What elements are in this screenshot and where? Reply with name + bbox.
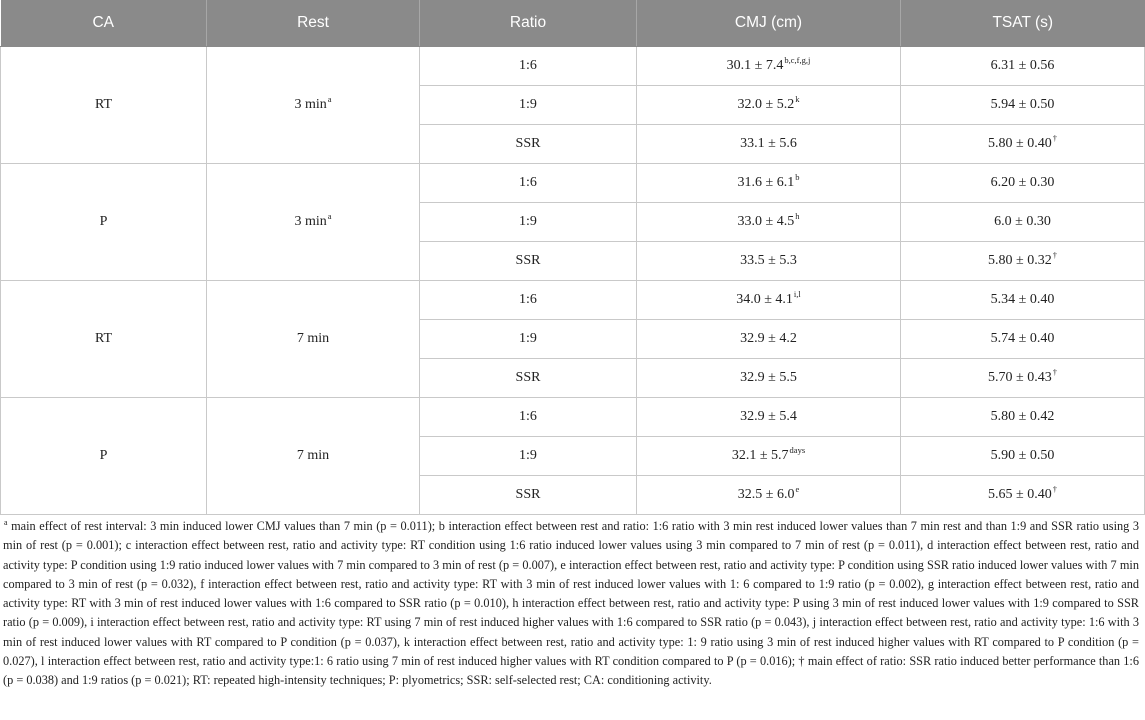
cell-cmj <box>637 164 901 203</box>
cell-rest-value: 7 min <box>296 448 330 463</box>
cell-tsat-value: 5.70 ± 0.43 <box>988 370 1052 385</box>
cell-cmj-superscript: days <box>789 445 806 455</box>
table-row <box>1 47 1145 86</box>
header-cmj: CMJ (cm) <box>637 0 901 47</box>
header-rest: Rest <box>207 0 420 47</box>
cell-tsat <box>901 164 1145 203</box>
cell-tsat-value: 6.0 ± 0.30 <box>994 214 1051 229</box>
cell-tsat-value: 5.80 ± 0.42 <box>990 409 1055 424</box>
footnote-marker: a <box>4 518 8 527</box>
cell-cmj-superscript: b <box>795 172 800 182</box>
cell-ca: RT <box>1 281 207 398</box>
cell-cmj <box>637 359 901 398</box>
footnote-text: main effect of rest interval: 3 min induced lower CMJ values than 7 min (p = 0.011); b interaction effect between rest and ratio: 1:6 ratio with 3 min rest induced lower values than 7 min rest and than 1:9 and SSR ratio using 3 min of rest (p = 0.001); c interaction effect between rest, ratio and activity type: RT condition using 1:6 ratio induced lower values using 3 min compared to 7 min of rest (p = 0.011), d interaction effect between rest, ratio and activity type: P condition using 1:9 ratio induced lower values with 7 min compared to 3 min of rest (p = 0.007), e interaction effect between rest, ratio and activity type: P condition using SSR ratio induced lower values with 7 min compared to 3 min of rest (p = 0.032), f interaction effect between rest, ratio and activity type: RT with 3 min of rest induced lower values with 1: 6 compared to 1:9 ratio (p = 0.002), g interaction effect between rest, ratio and activity type: RT with 3 min of rest induced lower values with 1:6 compared to SSR ratio (p = 0.010), h interaction effect between rest, ratio and activity type: P using 3 min of rest induced lower values with 1:9 compared to SSR ratio (p = 0.009), i interaction effect between rest, ratio and activity type: RT using 7 min of rest induced higher values with 1:6 compared to SSR ratio (p = 0.043), j interaction effect between rest, ratio and activity type: 1:6 with 3 min of rest induced lower values with RT compared to P condition (p = 0.037), k interaction effect between rest, ratio and activity type: 1: 9 ratio using 3 min of rest induced higher values with RT compared to P condition (p = 0.027), l interaction effect between rest, ratio and activity type:1: 6 ratio using 7 min of rest induced higher values with RT condition compared to P (p = 0.016); † main effect of ratio: SSR ratio induced better performance than 1:6 (p = 0.038) and 1:9 ratios (p = 0.021); RT: repeated high-intensity techniques; P: plyometrics; SSR: self-selected rest; CA: conditioning activity. <box>3 519 1139 688</box>
table-row <box>1 281 1145 320</box>
cell-cmj <box>637 476 901 515</box>
cell-cmj <box>637 86 901 125</box>
cell-tsat <box>901 242 1145 281</box>
cell-ratio: SSR <box>420 242 637 281</box>
cell-tsat <box>901 86 1145 125</box>
cell-ratio: 1:6 <box>420 398 637 437</box>
cell-cmj-value: 34.0 ± 4.1 <box>736 292 793 307</box>
cell-tsat-superscript: † <box>1052 250 1057 260</box>
cell-cmj <box>637 242 901 281</box>
cell-rest-value: 3 min <box>294 97 327 112</box>
cell-cmj <box>637 47 901 86</box>
cell-ca: RT <box>1 47 207 164</box>
cell-tsat-value: 5.34 ± 0.40 <box>990 292 1055 307</box>
cell-tsat-value: 5.65 ± 0.40 <box>988 487 1052 502</box>
cell-ca: P <box>1 164 207 281</box>
cell-rest <box>207 164 420 281</box>
table-footnote <box>3 517 1139 691</box>
cell-tsat-superscript: † <box>1052 484 1057 494</box>
cell-tsat <box>901 281 1145 320</box>
cell-tsat-value: 5.80 ± 0.40 <box>988 136 1052 151</box>
cell-tsat-value: 6.31 ± 0.56 <box>990 58 1055 73</box>
table-row <box>1 164 1145 203</box>
cell-tsat-value: 5.90 ± 0.50 <box>990 448 1055 463</box>
cell-ratio: 1:9 <box>420 203 637 242</box>
cell-cmj <box>637 437 901 476</box>
cell-rest-superscript: a <box>327 211 332 221</box>
cell-cmj-value: 33.5 ± 5.3 <box>740 253 797 268</box>
cell-cmj <box>637 281 901 320</box>
cell-ratio: 1:9 <box>420 437 637 476</box>
cell-rest <box>207 47 420 164</box>
cell-cmj-superscript: i,l <box>793 289 801 299</box>
cell-cmj-value: 32.9 ± 4.2 <box>740 331 797 346</box>
cell-cmj <box>637 203 901 242</box>
cell-ca: P <box>1 398 207 515</box>
cell-cmj-superscript: h <box>795 211 800 221</box>
cell-tsat-superscript: † <box>1052 367 1057 377</box>
cell-tsat <box>901 476 1145 515</box>
cell-ratio: 1:6 <box>420 164 637 203</box>
cell-cmj-value: 32.5 ± 6.0 <box>737 487 795 502</box>
cell-tsat <box>901 203 1145 242</box>
cell-rest-value: 7 min <box>296 331 330 346</box>
cell-cmj-value: 33.0 ± 4.5 <box>737 214 795 229</box>
cell-tsat <box>901 320 1145 359</box>
cell-rest <box>207 281 420 398</box>
cell-rest <box>207 398 420 515</box>
cell-tsat-value: 6.20 ± 0.30 <box>990 175 1055 190</box>
table-body <box>1 47 1145 515</box>
cell-ratio: 1:9 <box>420 86 637 125</box>
cell-tsat-superscript: † <box>1052 133 1057 143</box>
cell-tsat <box>901 398 1145 437</box>
header-ca: CA <box>1 0 207 47</box>
header-ratio: Ratio <box>420 0 637 47</box>
cell-ratio: 1:9 <box>420 320 637 359</box>
cell-ratio: 1:6 <box>420 281 637 320</box>
cell-tsat-value: 5.94 ± 0.50 <box>990 97 1055 112</box>
table-header <box>1 0 1145 47</box>
cell-cmj-value: 32.1 ± 5.7 <box>731 448 789 463</box>
cell-cmj-value: 30.1 ± 7.4 <box>726 58 784 73</box>
table-row <box>1 398 1145 437</box>
cell-cmj-superscript: b,c,f,g,j <box>784 55 811 65</box>
cell-cmj-value: 32.0 ± 5.2 <box>737 97 795 112</box>
cell-cmj-value: 32.9 ± 5.5 <box>740 370 797 385</box>
cell-rest-value: 3 min <box>294 214 327 229</box>
cell-tsat <box>901 125 1145 164</box>
cell-tsat-value: 5.80 ± 0.32 <box>988 253 1052 268</box>
header-row <box>1 0 1145 47</box>
cell-cmj <box>637 125 901 164</box>
cell-cmj <box>637 398 901 437</box>
cell-tsat <box>901 47 1145 86</box>
cell-cmj <box>637 320 901 359</box>
cell-ratio: SSR <box>420 125 637 164</box>
cell-tsat <box>901 359 1145 398</box>
cell-cmj-value: 32.9 ± 5.4 <box>740 409 797 424</box>
cell-cmj-superscript: e <box>795 484 800 494</box>
cell-tsat-value: 5.74 ± 0.40 <box>990 331 1055 346</box>
header-tsat: TSAT (s) <box>901 0 1145 47</box>
cell-rest-superscript: a <box>327 94 332 104</box>
cell-cmj-value: 33.1 ± 5.6 <box>740 136 797 151</box>
cell-tsat <box>901 437 1145 476</box>
cell-ratio: 1:6 <box>420 47 637 86</box>
cell-ratio: SSR <box>420 359 637 398</box>
cell-cmj-superscript: k <box>795 94 800 104</box>
cell-ratio: SSR <box>420 476 637 515</box>
cell-cmj-value: 31.6 ± 6.1 <box>737 175 795 190</box>
